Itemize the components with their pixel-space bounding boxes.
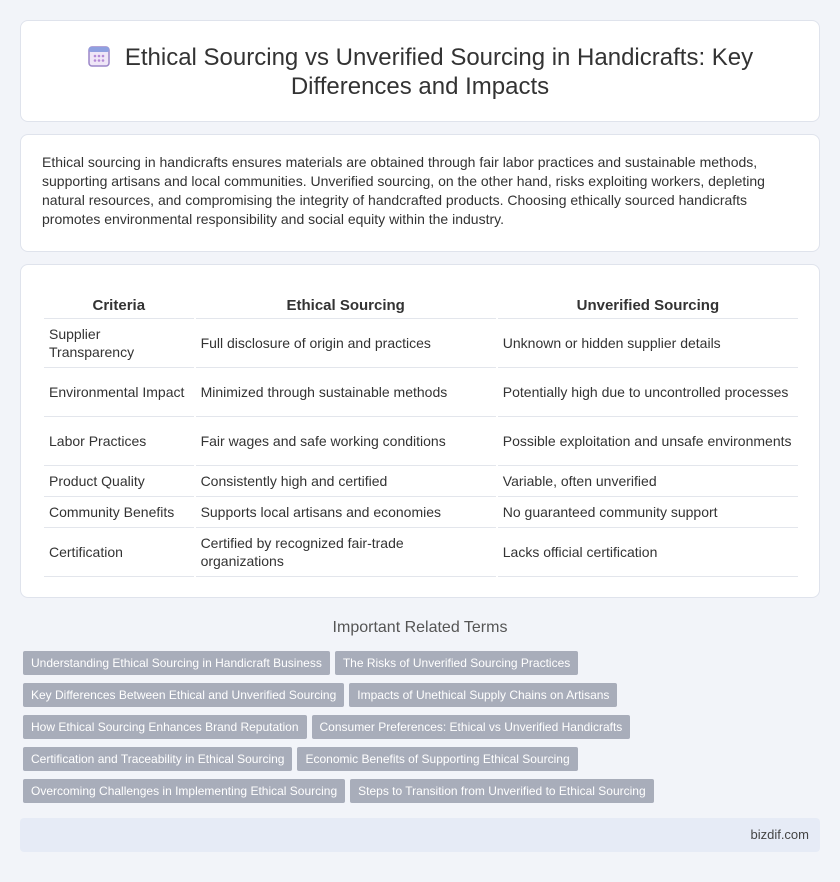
comparison-table <box>42 287 800 577</box>
related-term-tag[interactable]: Impacts of Unethical Supply Chains on Artisans <box>349 683 617 707</box>
table-row <box>44 466 798 497</box>
unverified-cell: Possible exploitation and unsafe environments <box>498 417 798 466</box>
criteria-cell: Product Quality <box>44 466 194 497</box>
related-term-tag[interactable]: How Ethical Sourcing Enhances Brand Reputation <box>23 715 307 739</box>
column-header-unverified: Unverified Sourcing <box>498 287 798 319</box>
intro-paragraph: Ethical sourcing in handicrafts ensures materials are obtained through fair labor practices and sustainable methods, supporting artisans and local communities. Unverified sourcing, on the other hand, risks exploiting workers, depleting natural resources, and compromising the integrity of handcrafted products. Choosing ethically sourced handicrafts promotes environmental responsibility and social equity within the industry. <box>42 154 765 227</box>
unverified-cell: Variable, often unverified <box>498 466 798 497</box>
page-title <box>21 43 819 101</box>
ethical-cell: Minimized through sustainable methods <box>196 368 496 417</box>
table-row <box>44 497 798 528</box>
ethical-cell: Fair wages and safe working conditions <box>196 417 496 466</box>
related-terms-heading: Important Related Terms <box>332 619 508 636</box>
table-header-row <box>44 287 798 319</box>
page-title-text: Ethical Sourcing vs Unverified Sourcing in Handicrafts: Key Differences and Impacts <box>124 44 754 100</box>
ethical-cell: Consistently high and certified <box>196 466 496 497</box>
criteria-cell: Certification <box>44 528 194 577</box>
ethical-cell: Supports local artisans and economies <box>196 497 496 528</box>
title-card <box>20 20 820 122</box>
table-row <box>44 319 798 368</box>
related-term-tag[interactable]: Certification and Traceability in Ethical Sourcing <box>23 747 292 771</box>
unverified-cell: Unknown or hidden supplier details <box>498 319 798 368</box>
related-term-tag[interactable]: Steps to Transition from Unverified to Ethical Sourcing <box>350 779 653 803</box>
ethical-cell: Certified by recognized fair-trade organizations <box>196 528 496 577</box>
intro-card <box>20 134 820 252</box>
table-row <box>44 417 798 466</box>
table-row <box>44 368 798 417</box>
tag-row <box>23 651 803 683</box>
unverified-cell: Lacks official certification <box>498 528 798 577</box>
related-term-tag[interactable]: The Risks of Unverified Sourcing Practices <box>335 651 578 675</box>
tag-row <box>23 747 803 779</box>
related-term-tag[interactable]: Economic Benefits of Supporting Ethical Sourcing <box>297 747 577 771</box>
criteria-cell: Environmental Impact <box>44 368 194 417</box>
ethical-cell: Full disclosure of origin and practices <box>196 319 496 368</box>
criteria-cell: Labor Practices <box>44 417 194 466</box>
comparison-card <box>20 264 820 598</box>
tag-row <box>23 715 803 747</box>
unverified-cell: No guaranteed community support <box>498 497 798 528</box>
criteria-cell: Supplier Transparency <box>44 319 194 368</box>
tag-row <box>23 779 803 811</box>
related-term-tag[interactable]: Key Differences Between Ethical and Unverified Sourcing <box>23 683 344 707</box>
related-terms-list <box>23 651 803 811</box>
related-term-tag[interactable]: Overcoming Challenges in Implementing Ethical Sourcing <box>23 779 345 803</box>
related-term-tag[interactable]: Consumer Preferences: Ethical vs Unverified Handicrafts <box>312 715 631 739</box>
table-row <box>44 528 798 577</box>
tag-row <box>23 683 803 715</box>
column-header-ethical: Ethical Sourcing <box>196 287 496 319</box>
footer-site-link[interactable]: bizdif.com <box>750 827 809 842</box>
calendar-icon <box>87 44 111 68</box>
column-header-criteria: Criteria <box>44 287 194 319</box>
related-term-tag[interactable]: Understanding Ethical Sourcing in Handicraft Business <box>23 651 330 675</box>
unverified-cell: Potentially high due to uncontrolled processes <box>498 368 798 417</box>
footer <box>20 818 820 852</box>
criteria-cell: Community Benefits <box>44 497 194 528</box>
